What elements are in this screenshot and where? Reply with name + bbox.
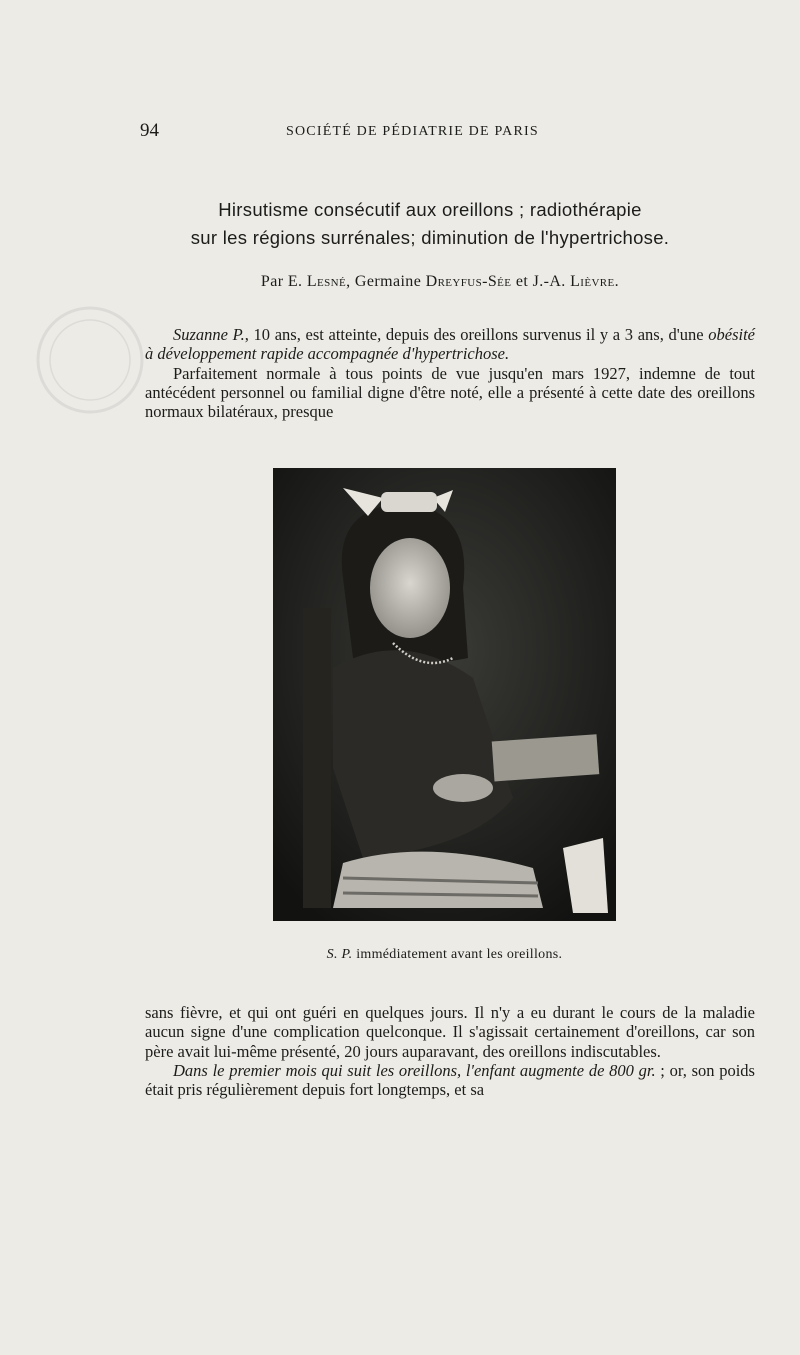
page-header — [140, 120, 600, 142]
running-head: SOCIÉTÉ DE PÉDIATRIE DE PARIS — [286, 124, 539, 139]
diagnosis-text: obésité à développement rapide accompagnée d'hypertrichose. — [145, 325, 755, 364]
faint-library-stamp — [30, 300, 150, 420]
authors-end: . — [614, 273, 620, 290]
paragraph-1-text-a: , 10 ans, est atteinte, depuis des oreillons survenus il y a 3 ans, d'une — [244, 325, 709, 344]
paragraph-1-text-b: Parfaitement normale à tous points de vue jusqu'en mars 1927, indemne de tout antécédent personnel ou familial digne d'être noté, elle a présenté à cette date des oreillons normaux bilatéraux, presque — [145, 363, 755, 422]
article-title-line-1: Hirsutisme consécutif aux oreillons ; radiothérapie — [218, 199, 642, 220]
paragraph-2-text-b: ; or, son poids était pris régulièrement depuis fort longtemps, et sa — [145, 1060, 755, 1100]
paragraph-1 — [145, 325, 755, 421]
author-1: E. Lesné — [287, 273, 347, 290]
authors-separator-1: , — [346, 273, 355, 290]
caption-text: immédiatement avant les oreillons. — [352, 947, 563, 962]
article-authors — [140, 273, 740, 291]
paragraph-2-text-a: sans fièvre, et qui ont guéri en quelques jours. Il n'y a eu durant le cours de la maladie aucun signe d'une complication quelconque. Il s'agissait certainement d'oreillons, car son père avait lui-même présenté, 20 jours auparavant, des oreillons indiscutables. — [145, 1003, 755, 1061]
paragraph-1-sentence-1 — [145, 325, 755, 364]
author-2-surname: Dreyfus-Sée — [425, 273, 512, 290]
figure-caption — [273, 947, 616, 963]
caption-initials: S. P. — [326, 947, 353, 962]
authors-prefix: Par — [260, 273, 288, 290]
article-title — [130, 196, 730, 252]
patient-name: Suzanne P. — [173, 325, 245, 344]
page-number: 94 — [140, 120, 159, 141]
paragraph-2-italic: Dans le premier mois qui suit les oreillons, l'enfant augmente de 800 gr. — [173, 1060, 656, 1080]
author-2-given-name: Germaine — [354, 273, 426, 290]
author-3: J.-A. Lièvre — [532, 273, 615, 290]
authors-separator-2: et — [511, 273, 533, 290]
paragraph-2-sentence-2 — [145, 1061, 755, 1100]
article-title-line-2: sur les régions surrénales; diminution de l'hypertrichose. — [190, 227, 670, 248]
paragraph-2 — [145, 1003, 755, 1099]
portrait-photograph — [273, 468, 616, 921]
